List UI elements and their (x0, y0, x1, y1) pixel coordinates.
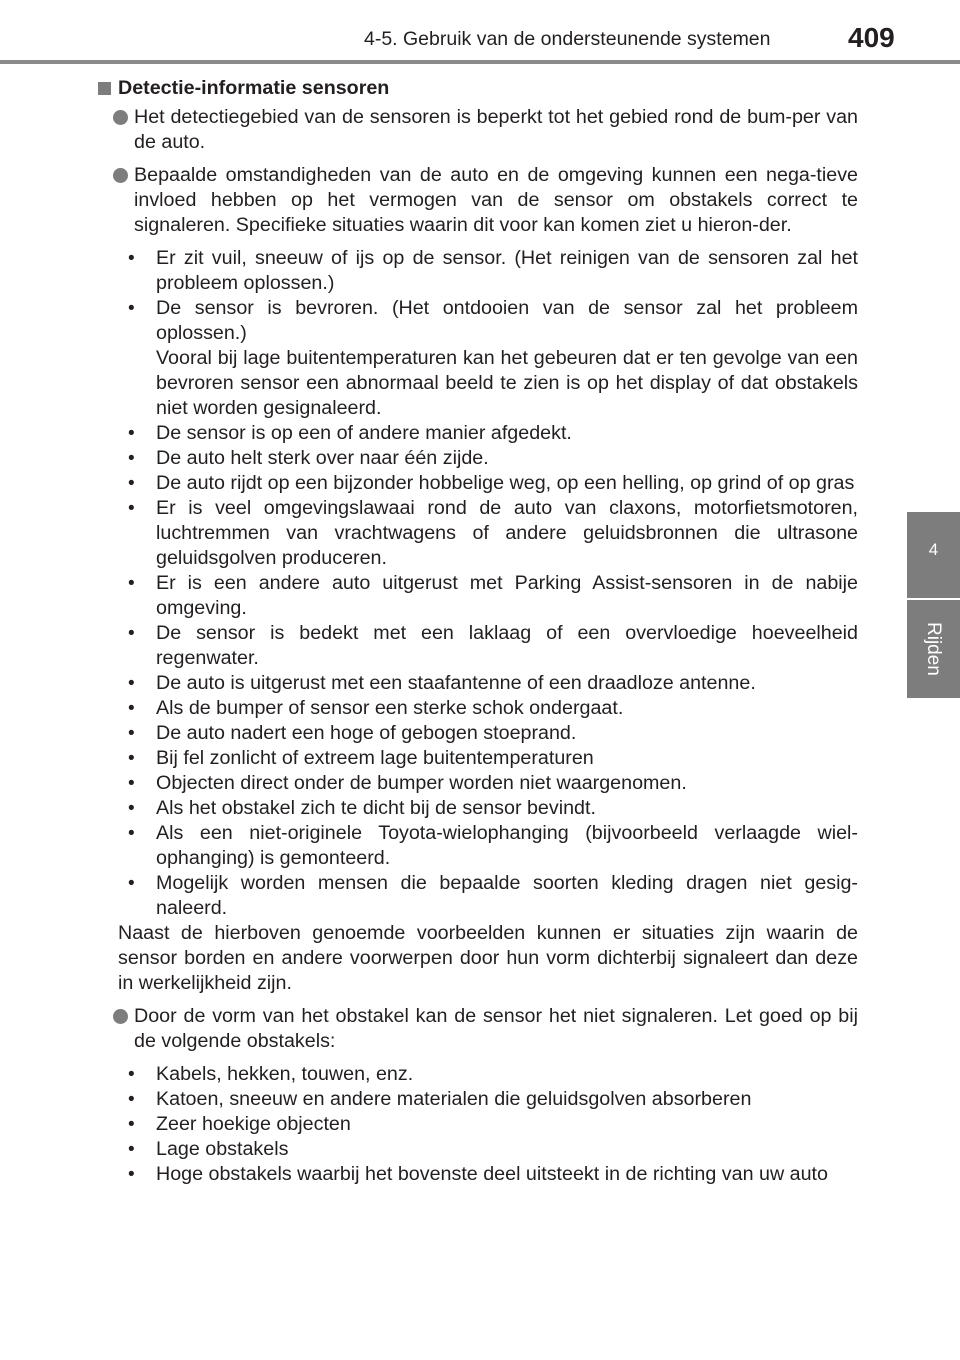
list-item: • De auto is uitgerust met een staafantenne of een draadloze antenne. (128, 672, 756, 694)
bullet-text: Bepaalde omstandigheden van de auto en de omgeving kunnen een nega-tieve invloed hebben op het vermogen van de sensor om obstakels correct te signaleren. Specifieke situaties waarin dit voor kan komen ziet u hieron-der. (134, 164, 858, 236)
dot-bullet-icon: • (128, 473, 135, 494)
list-item: • Er is een andere auto uitgerust met Parking Assist-sensoren in de nabije omgeving. (128, 572, 858, 619)
dot-bullet-icon: • (128, 448, 135, 469)
dot-bullet-icon: • (128, 1164, 135, 1185)
dot-bullet-icon: • (128, 1064, 135, 1085)
list-item: • De auto rijdt op een bijzonder hobbelige weg, op een helling, op grind of op gras (128, 472, 855, 494)
list-item: • Lage obstakels (128, 1138, 289, 1160)
frozen-note: Vooral bij lage buitentemperaturen kan het gebeuren dat er ten gevolge van een bevroren sensor een abnormaal beeld te zien is op het display of dat obstakels niet worden gesignaleerd. (156, 347, 858, 419)
chapter-label: Rijden (923, 622, 944, 676)
list-item: • Mogelijk worden mensen die bepaalde soorten kleding dragen niet gesig-naleerd. (128, 872, 858, 919)
dot-bullet-icon: • (128, 623, 135, 644)
dot-bullet-icon: • (128, 1139, 135, 1160)
list-item: • Zeer hoekige objecten (128, 1113, 351, 1135)
bullet-text: Door de vorm van het obstakel kan de sensor het niet signaleren. Let goed op bij de volgende obstakels: (134, 1005, 858, 1052)
list-item: • De sensor is bedekt met een laklaag of een overvloedige hoeveelheid regenwater. (128, 622, 858, 669)
circle-bullet-icon (113, 110, 128, 125)
list-item: • Er is veel omgevingslawaai rond de auto van claxons, motorfietsmotoren, luchtremmen van vrachtwagens of andere geluidsbronnen die ultrasone geluidsgolven produceren. (128, 497, 858, 569)
list-item: • Als een niet-originele Toyota-wielophanging (bijvoorbeeld verlaagde wiel-ophanging) is gemonteerd. (128, 822, 858, 869)
dot-bullet-icon: • (128, 873, 135, 894)
square-bullet-icon (98, 82, 111, 95)
bullet-obstacle-shape (96, 1004, 858, 1054)
list-item: • Er zit vuil, sneeuw of ijs op de sensor. (Het reinigen van de sensoren zal het probleem oplossen.) (128, 247, 858, 294)
list-item: • Als de bumper of sensor een sterke schok ondergaat. (128, 697, 624, 719)
page-number: 409 (848, 22, 895, 53)
circle-bullet-icon (113, 1009, 128, 1024)
dot-bullet-icon: • (128, 1114, 135, 1135)
list-item: • De auto nadert een hoge of gebogen stoeprand. (128, 722, 577, 744)
dot-bullet-icon: • (128, 723, 135, 744)
section-heading-text: Detectie-informatie sensoren (118, 77, 390, 99)
header-rule (0, 60, 960, 64)
page-content (96, 76, 858, 1187)
section-heading (96, 76, 858, 101)
dot-bullet-icon: • (128, 1089, 135, 1110)
bullet-conditions (96, 163, 858, 238)
dot-bullet-icon: • (128, 573, 135, 594)
bullet-text: Het detectiegebied van de sensoren is beperkt tot het gebied rond de bum-per van de auto. (134, 106, 858, 153)
chapter-number: 4 (928, 540, 939, 559)
dot-bullet-icon: • (128, 798, 135, 819)
list-item: • Katoen, sneeuw en andere materialen die geluidsgolven absorberen (128, 1088, 752, 1110)
list-item: • Hoge obstakels waarbij het bovenste deel uitsteekt in de richting van uw auto (128, 1163, 828, 1185)
bullet-detection-area (96, 105, 858, 155)
dot-bullet-icon: • (128, 698, 135, 719)
list-item: • De sensor is op een of andere manier afgedekt. (128, 422, 572, 444)
obstacles-list (96, 1062, 858, 1187)
dot-bullet-icon: • (128, 673, 135, 694)
dot-bullet-icon: • (128, 423, 135, 444)
list-item: • Als het obstakel zich te dicht bij de sensor bevindt. (128, 797, 596, 819)
list-item: • De auto helt sterk over naar één zijde. (128, 447, 489, 469)
dot-bullet-icon: • (128, 773, 135, 794)
list-item: • Objecten direct onder de bumper worden niet waargenomen. (128, 772, 687, 794)
dot-bullet-icon: • (128, 248, 135, 269)
dot-bullet-icon: • (128, 748, 135, 769)
dot-bullet-icon: • (128, 498, 135, 519)
closing-paragraph: Naast de hierboven genoemde voorbeelden kunnen er situaties zijn waarin de sensor borden en andere voorwerpen door hun vorm dichterbij signaleert dan deze in werkelijkheid zijn. (118, 922, 858, 994)
section-title: 4-5. Gebruik van de ondersteunende systemen (364, 28, 771, 50)
dot-bullet-icon: • (128, 298, 135, 319)
situations-list (96, 246, 858, 921)
list-item: • De sensor is bevroren. (Het ontdooien van de sensor zal het probleem oplossen.) Vooral bij lage buitentemperaturen kan het gebeuren dat er ten gevolge van een bevroren sensor een abnormaal beeld te zien is op het display of dat obstakels niet worden gesignaleerd. (128, 297, 858, 419)
dot-bullet-icon: • (128, 823, 135, 844)
circle-bullet-icon (113, 168, 128, 183)
list-item: • Kabels, hekken, touwen, enz. (128, 1063, 414, 1085)
list-item: • Bij fel zonlicht of extreem lage buitentemperaturen (128, 747, 594, 769)
